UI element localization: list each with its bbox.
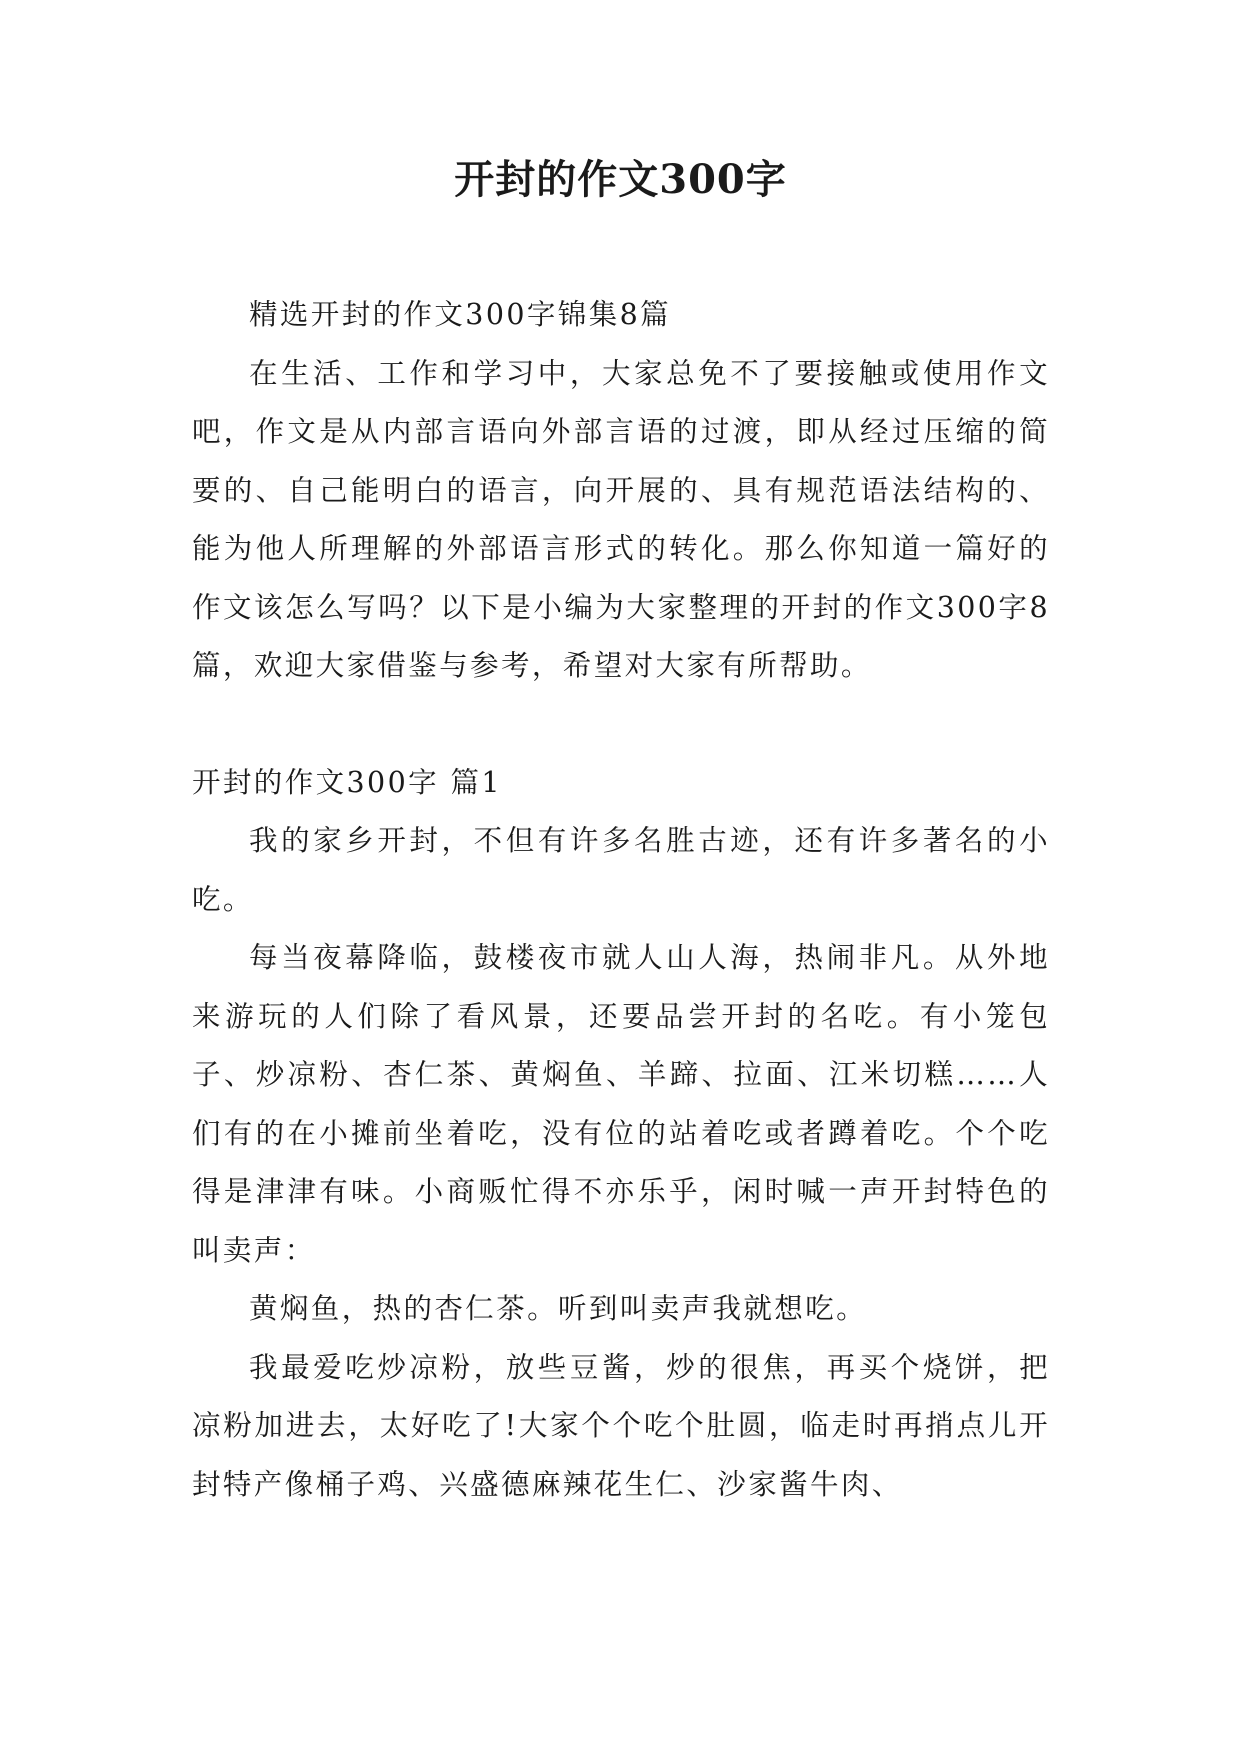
- intro-subtitle: 精选开封的作文300字锦集8篇: [249, 298, 672, 331]
- section-paragraph: 黄焖鱼，热的杏仁茶。听到叫卖声我就想吃。: [249, 1292, 868, 1325]
- intro-paragraph: 在生活、工作和学习中，大家总免不了要接触或使用作文吧，作文是从内部言语向外部言语的过渡，即从经过压缩的简要的、自己能明白的语言，向开展的、具有规范语法结构的、能为他人所理解的外部语言形式的转化。那么你知道一篇好的作文该怎么写吗？以下是小编为大家整理的开封的作文300字8篇，欢迎大家借鉴与参考，希望对大家有所帮助。: [192, 356, 1050, 682]
- section-paragraph: 我的家乡开封，不但有许多名胜古迹，还有许多著名的小吃。: [192, 824, 1050, 916]
- section-paragraph: 每当夜幕降临，鼓楼夜市就人山人海，热闹非凡。从外地来游玩的人们除了看风景，还要品尝开封的名吃。有小笼包子、炒凉粉、杏仁茶、黄焖鱼、羊蹄、拉面、江米切糕……人们有的在小摊前坐着吃，没有位的站着吃或者蹲着吃。个个吃得是津津有味。小商贩忙得不亦乐乎，闲时喊一声开封特色的叫卖声：: [192, 941, 1050, 1267]
- document-body: [192, 286, 1050, 1514]
- section-heading: 开封的作文300字 篇1: [192, 765, 502, 799]
- document-title: 开封的作文300字: [454, 156, 787, 203]
- section-paragraph: 我最爱吃炒凉粉，放些豆酱，炒的很焦，再买个烧饼，把凉粉加进去，太好吃了!大家个个吃个肚圆，临走时再捎点儿开封特产像桶子鸡、兴盛德麻辣花生仁、沙家酱牛肉、: [192, 1350, 1050, 1501]
